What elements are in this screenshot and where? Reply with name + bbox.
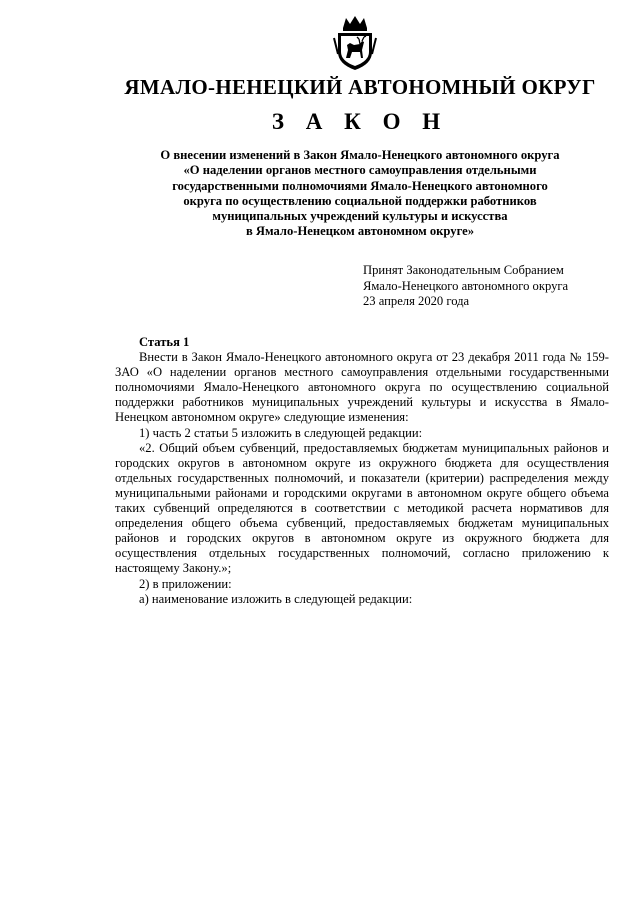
article-body: [115, 335, 609, 607]
adoption-note: [363, 263, 568, 310]
law-title: [100, 148, 620, 240]
law-title-line: в Ямало-Ненецком автономном округе»: [245, 224, 475, 239]
article-paragraph: 1) часть 2 статьи 5 изложить в следующей редакции:: [139, 425, 423, 440]
adoption-line: Принят Законодательным Собранием: [363, 263, 564, 277]
adoption-line: Ямало-Ненецкого автономного округа: [363, 278, 569, 293]
law-title-line: О внесении изменений в Закон Ямало-Ненецкого автономного округа: [160, 148, 560, 162]
law-title-line: муниципальных учреждений культуры и искусства: [212, 209, 508, 224]
article-paragraph: «2. Общий объем субвенций, предоставляемых бюджетам муниципальных районов и городских округов в автономном округе из окружного бюджета для осуществления отдельных государственных полномочий, и показатели (критерии) распределения между муниципальными районами и городскими округами в автономном округе общего объема таких субвенций определяются в соответствии с методикой расчета нормативов для определения общего объема субвенций, предоставляемых бюджетам муниципальных районов и городских округов в автономном округе из окружного бюджета для осуществления отдельных государственных полномочий, согласно приложению к настоящему Закону.»;: [115, 440, 609, 576]
article-paragraph: Внести в Закон Ямало-Ненецкого автономного округа от 23 декабря 2011 года № 159-ЗАО «О наделении органов местного самоуправления отдельными государственными полномочиями Ямало-Ненецкого автономного округа по осуществлению социальной поддержки работников муниципальных учреждений культуры и искусства в Ямало-Ненецком автономном округе» следующие изменения:: [115, 350, 609, 425]
region-name: ЯМАЛО-НЕНЕЦКИЙ АВТОНОМНЫЙ ОКРУГ: [124, 75, 596, 99]
article-paragraph: 2) в приложении:: [139, 576, 232, 591]
law-title-line: «О наделении органов местного самоуправления отдельными: [183, 163, 537, 178]
yamal-nenets-coat-of-arms-icon: [332, 14, 378, 72]
document-type: З А К О Н: [271, 109, 449, 134]
law-title-line: государственными полномочиями Ямало-Ненецкого автономного: [172, 178, 548, 193]
adoption-line: 23 апреля 2020 года: [363, 294, 470, 308]
article-paragraph: а) наименование изложить в следующей редакции:: [139, 591, 413, 606]
law-title-line: округа по осуществлению социальной поддержки работников: [183, 193, 537, 208]
article-heading: Статья 1: [139, 335, 190, 349]
